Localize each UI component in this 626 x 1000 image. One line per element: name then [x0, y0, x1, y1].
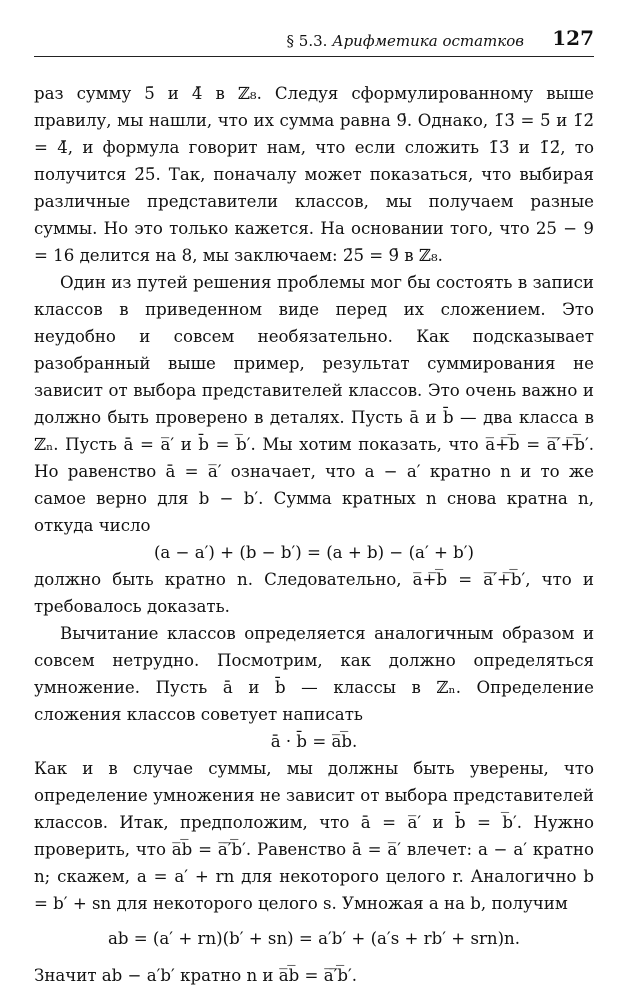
paragraph-6: Значит ab − a′b′ кратно n и a̅b̅ = a̅′̅b̅′.: [34, 966, 358, 985]
formula-product-expansion: ab = (a′ + rn)(b′ + sn) = a′b′ + (a′s + rb′ + srn)n.: [107, 929, 521, 948]
running-header: [34, 26, 594, 57]
paragraph-2: Один из путей решения проблемы мог бы состоять в записи классов в приведенном виде перед их сложением. Это неудобно и совсем необязательно. Как подсказывает разобранный выше пример, результат суммирования не зависит от выбора представителей классов. Это очень важно и должно быть проверено в деталях. Пусть ā и b̄ — два класса в ℤₙ. Пусть ā = a̅′ и b̄ = b̅′. Мы хотим показать, что a̅+̅b̅ = a̅′̅+̅b̅′. Но равенство ā = a̅′ означает, что a − a′ кратно n и то же самое верно для b − b′. Сумма кратных n снова кратна n, откуда число: [34, 273, 594, 535]
section-title: Арифметика остатков: [332, 32, 524, 50]
paragraph-3: должно быть кратно n. Следовательно, a̅+̅b̅ = a̅′̅+̅b̅′, что и требовалось доказать.: [34, 570, 594, 616]
paragraph-1: раз сумму 5̄ и 4̄ в ℤ₈. Следуя сформулированному выше правилу, мы нашли, что их сумма равна 9̄. Однако, 1̄3̄ = 5̄ и 1̄2̄ = 4̄, и формула говорит нам, что если сложить 1̄3̄ и 1̄2̄, то получится 2̄5̄. Так, поначалу может показаться, что выбирая различные представители классов, мы получаем разные суммы. Но это только кажется. На основании того, что 25 − 9 = 16 делится на 8, мы заключаем: 2̄5̄ = 9̄ в ℤ₈.: [34, 84, 594, 265]
paragraph-4: Вычитание классов определяется аналогичным образом и совсем нетрудно. Посмотрим, как должно определяться умножение. Пусть ā и b̄ — классы в ℤₙ. Определение сложения классов советует написать: [34, 624, 594, 724]
paragraph-5: Как и в случае суммы, мы должны быть уверены, что определение умножения не зависит от выбора представителей классов. Итак, предположим, что ā = a̅′ и b̄ = b̅′. Нужно проверить, что a̅b̅ = a̅′̅b̅′. Равенство ā = a̅′ влечет: a − a′ кратно n; скажем, a = a′ + rn для некоторого целого r. Аналогично b = b′ + sn для некоторого целого s. Умножая a на b, получим: [34, 759, 594, 913]
page-body: [34, 80, 594, 989]
page-number: 127: [552, 26, 594, 50]
section-number: § 5.3.: [286, 32, 328, 50]
formula-class-product: ā · b̄ = a̅b̅.: [270, 732, 358, 751]
formula-sum-difference: (a − a′) + (b − b′) = (a + b) − (a′ + b′): [153, 543, 475, 562]
section-heading: [287, 32, 524, 50]
